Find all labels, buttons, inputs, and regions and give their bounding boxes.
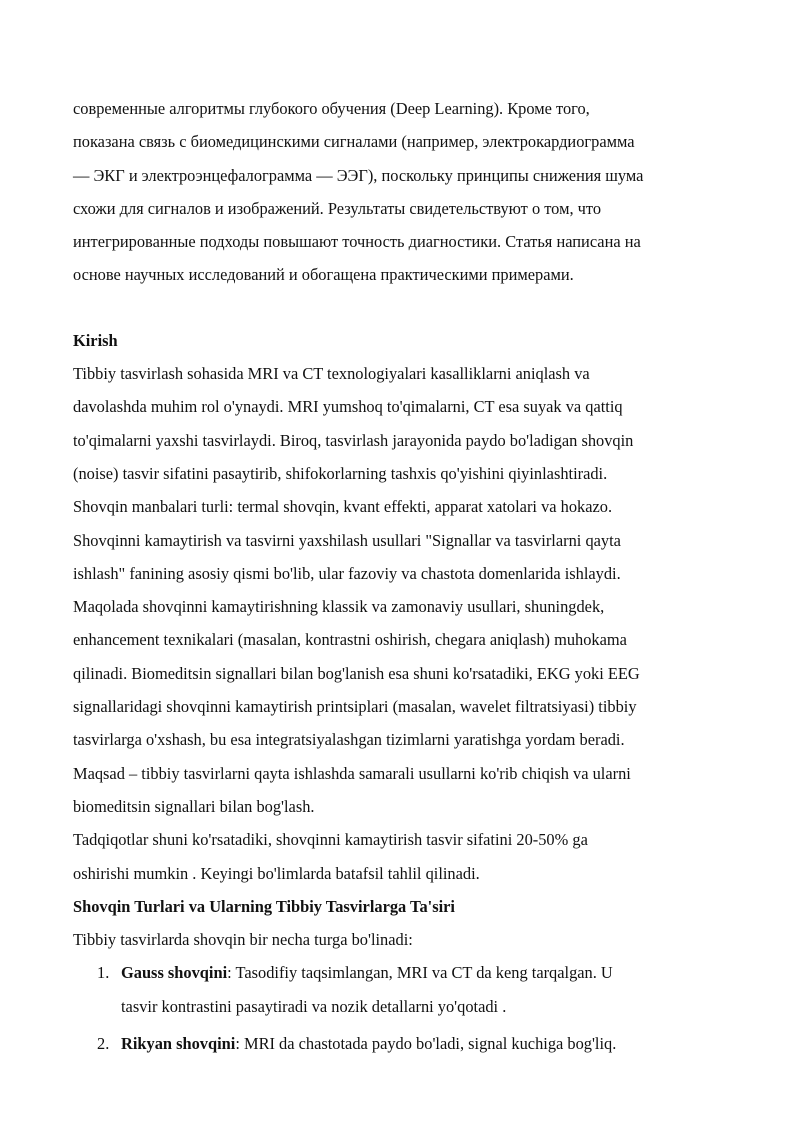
text-line: Tibbiy tasvirlarda shovqin bir necha turga bo'linadi: <box>73 930 413 950</box>
text-line: tasvir kontrastini pasaytiradi va nozik detallarni yo'qotadi . <box>121 996 507 1016</box>
text-line: tasvirlarga o'xshash, bu esa integratsiyalashgan tizimlarni yaratishga yordam beradi. <box>73 730 625 750</box>
text-line: davolashda muhim rol o'ynaydi. MRI yumshoq to'qimalarni, CT esa suyak va qattiq <box>73 397 623 417</box>
list-term: Gauss shovqini <box>121 963 228 983</box>
list-term: Rikyan shovqini <box>121 1034 236 1054</box>
text-line: интегрированные подходы повышают точность диагностики. Статья написана на <box>73 232 641 252</box>
document-page <box>73 92 733 1064</box>
text-line: qilinadi. Biomeditsin signallari bilan bog'lanish esa shuni ko'rsatadiki, EKG yoki EEG <box>73 663 640 683</box>
noise-section-heading: Shovqin Turlari va Ularning Tibbiy Tasvirlarga Ta'siri <box>73 896 455 916</box>
list-item <box>73 1027 733 1060</box>
text-line: signallaridagi shovqinni kamaytirish printsiplari (masalan, wavelet filtratsiyasi) tibbiy <box>73 697 637 717</box>
noise-types-list <box>73 956 733 1060</box>
text-line: (noise) tasvir sifatini pasaytirib, shifokorlarning tashxis qo'yishini qiyinlashtiradi. <box>73 463 608 483</box>
list-number: 1. <box>97 963 110 983</box>
noise-section-intro <box>73 923 733 956</box>
text-line: ishlash" fanining asosiy qismi bo'lib, ular fazoviy va chastota domenlarida ishlaydi. <box>73 563 621 583</box>
intro-heading: Kirish <box>73 330 118 350</box>
text-line: Tibbiy tasvirlash sohasida MRI va CT texnologiyalari kasalliklarni aniqlash va <box>73 364 590 384</box>
findings-paragraph <box>73 823 733 890</box>
text-line: показана связь с биомедицинскими сигналами (например, электрокардиограмма <box>73 132 635 152</box>
text-line: to'qimalarni yaxshi tasvirlaydi. Biroq, tasvirlash jarayonida paydo bo'ladigan shovqin <box>73 430 634 450</box>
text-line: схожи для сигналов и изображений. Результаты свидетельствуют о том, что <box>73 198 602 218</box>
text-line: oshirishi mumkin . Keyingi bo'limlarda batafsil tahlil qilinadi. <box>73 863 480 883</box>
abstract-paragraph <box>73 92 733 292</box>
text-line: Shovqin manbalari turli: termal shovqin, kvant effekti, apparat xatolari va hokazo. <box>73 497 613 517</box>
text-line: Maqolada shovqinni kamaytirishning klassik va zamonaviy usullari, shuningdek, <box>73 597 605 617</box>
list-text: : Tasodifiy taqsimlangan, MRI va CT da keng tarqalgan. U <box>227 963 613 983</box>
text-line: основе научных исследований и обогащена практическими примерами. <box>73 265 574 285</box>
text-line: enhancement texnikalari (masalan, kontrastni oshirish, chegara aniqlash) muhokama <box>73 630 627 650</box>
paragraph-gap <box>73 292 733 324</box>
text-line: Tadqiqotlar shuni ko'rsatadiki, shovqinni kamaytirish tasvir sifatini 20-50% ga <box>73 830 588 850</box>
text-line <box>121 1027 733 1060</box>
text-line: современные алгоритмы глубокого обучения (Deep Learning). Кроме того, <box>73 99 590 118</box>
intro-paragraph <box>73 357 733 823</box>
text-line <box>121 956 733 989</box>
text-line: Shovqinni kamaytirish va tasvirni yaxshilash usullari "Signallar va tasvirlarni qayta <box>73 530 621 550</box>
text-line: biomeditsin signallari bilan bog'lash. <box>73 796 315 816</box>
list-item <box>73 956 733 1023</box>
text-line: Maqsad – tibbiy tasvirlarni qayta ishlashda samarali usullarni ko'rib chiqish va ularni <box>73 763 631 783</box>
list-number: 2. <box>97 1034 110 1054</box>
list-text: : MRI da chastotada paydo bo'ladi, signal kuchiga bog'liq. <box>235 1034 617 1054</box>
text-line: — ЭКГ и электроэнцефалограмма — ЭЭГ), поскольку принципы снижения шума <box>73 165 644 185</box>
